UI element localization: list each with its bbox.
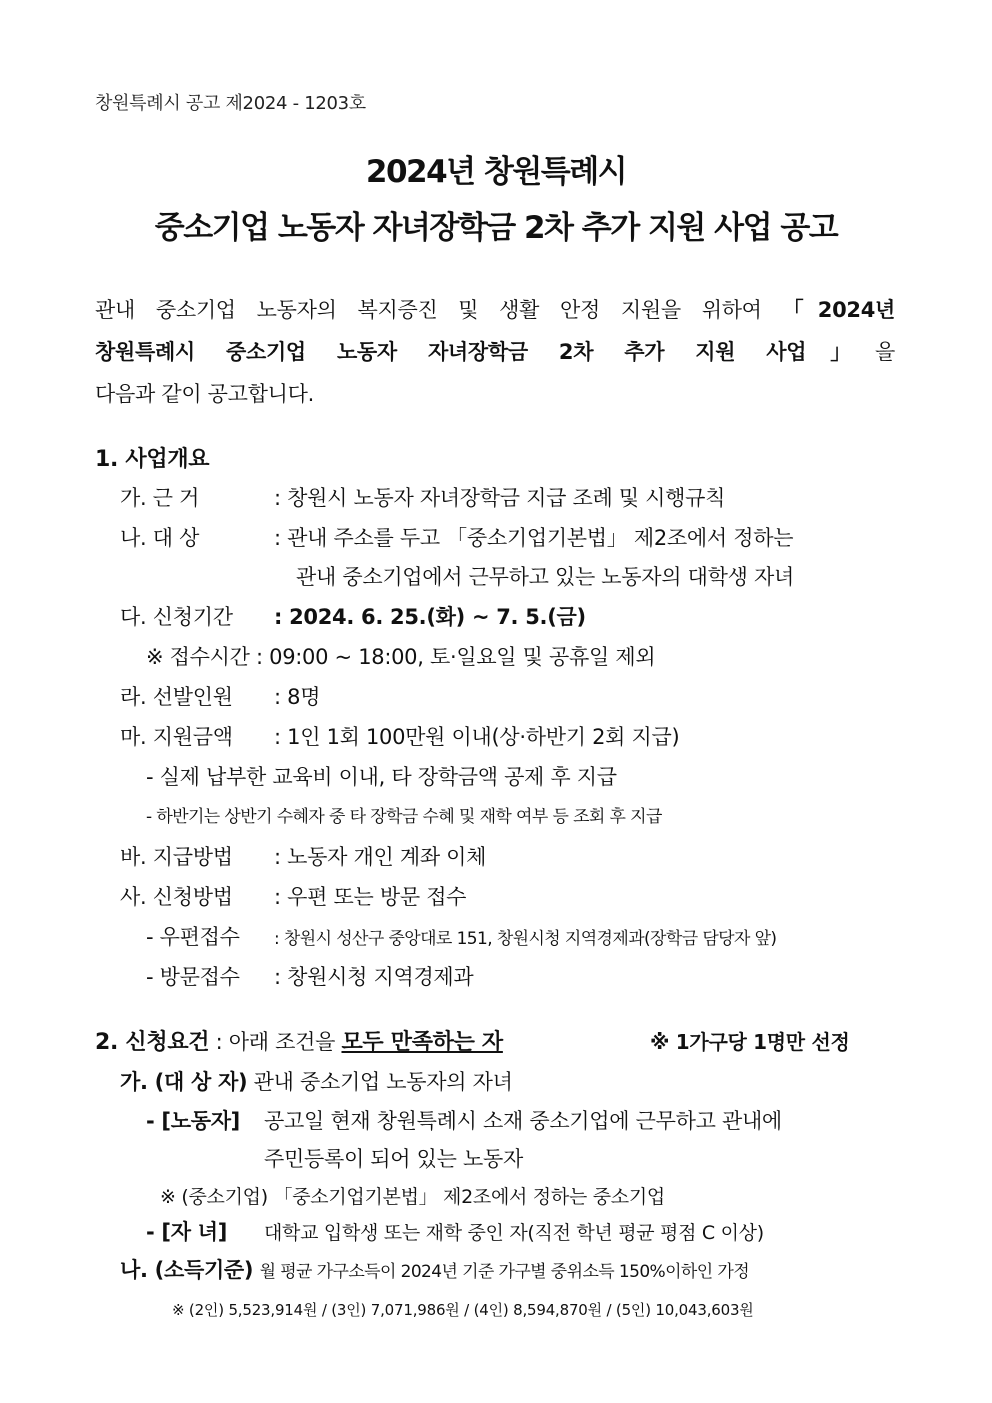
amount-note-2: - 하반기는 상반기 수혜자 중 타 장학금 수혜 및 재학 여부 등 조회 후 지급 (146, 807, 662, 827)
mail-value: : 창원시 성산구 중앙대로 151, 창원시청 지역경제과(장학금 담당자 앞) (274, 929, 777, 949)
visit-label: - 방문접수 (146, 965, 240, 989)
amount-row (120, 723, 679, 751)
title-line-1: 2024년 창원특례시 (365, 154, 627, 190)
basis-label: 가. 근 거 (120, 486, 200, 510)
method-label: 사. 신청방법 (120, 885, 233, 909)
title-line-2: 중소기업 노동자 자녀장학금 2차 추가 지원 사업 공고 (154, 210, 838, 246)
amount-value: : 1인 1회 100만원 이내(상·하반기 2회 지급) (274, 725, 680, 749)
income-note: ※ (2인) 5,523,914원 / (3인) 7,071,986원 / (4인) 8,594,870원 / (5인) 10,043,603원 (172, 1301, 754, 1319)
visit-value: : 창원시청 지역경제과 (274, 965, 474, 989)
mail-label: - 우편접수 (146, 925, 240, 949)
selection-value: : 8명 (274, 685, 321, 709)
payment-value: : 노동자 개인 계좌 이체 (274, 845, 487, 869)
selection-row (120, 683, 320, 711)
intro-line-3: 다음과 같이 공고합니다. (95, 382, 314, 406)
worker-row (146, 1107, 782, 1135)
worker-value-1: 공고일 현재 창원특례시 소재 중소기업에 근무하고 관내에 (264, 1109, 782, 1133)
child-value: 대학교 입학생 또는 재학 중인 자(직전 학년 평균 평점 C 이상) (264, 1222, 764, 1244)
target-value-2: 관내 중소기업에서 근무하고 있는 노동자의 대학생 자녀 (296, 565, 794, 589)
section2-heading: 2. 신청요건 (95, 1030, 210, 1055)
payment-row (120, 843, 486, 871)
section2-heading-underlined: 모두 만족하는 자 (341, 1030, 503, 1055)
section2-heading-text: : 아래 조건을 (215, 1030, 336, 1054)
intro-line-2: 창원특례시 중소기업 노동자 자녀장학금 2차 추가 지원 사업」을 (95, 340, 895, 364)
income-label: 나. (소득기준) (120, 1258, 254, 1282)
mail-row (146, 923, 776, 953)
period-value: : 2024. 6. 25.(화) ~ 7. 5.(금) (274, 605, 586, 629)
s2-target-row (120, 1068, 513, 1096)
payment-label: 바. 지급방법 (120, 845, 233, 869)
s2-target-label: 가. (대 상 자) (120, 1070, 248, 1094)
period-label: 다. 신청기간 (120, 605, 233, 629)
worker-label: - [노동자] (146, 1109, 240, 1133)
selection-label: 라. 선발인원 (120, 685, 233, 709)
child-label: - [자 녀] (146, 1220, 228, 1244)
target-row (120, 524, 793, 552)
method-value: : 우편 또는 방문 접수 (274, 885, 467, 909)
income-value: 월 평균 가구소득이 2024년 기준 가구별 중위소득 150%이하인 가정 (259, 1262, 750, 1282)
amount-label: 마. 지원금액 (120, 725, 233, 749)
income-row (120, 1256, 749, 1286)
basis-row (120, 484, 725, 512)
target-value-1: : 관내 주소를 두고 「중소기업기본법」 제2조에서 정하는 (274, 526, 794, 550)
s2-target-value: 관내 중소기업 노동자의 자녀 (253, 1070, 513, 1094)
section2-heading-note: ※ 1가구당 1명만 선정 (650, 1030, 850, 1054)
section2-heading-row (95, 1028, 503, 1057)
section1-heading: 1. 사업개요 (95, 447, 210, 472)
child-row (146, 1218, 764, 1247)
intro-line-1: 관내 중소기업 노동자의 복지증진 및 생활 안정 지원을 위하여 「2024년 (95, 298, 895, 322)
method-row (120, 883, 466, 911)
basis-value: : 창원시 노동자 자녀장학금 지급 조례 및 시행규칙 (274, 486, 726, 510)
target-label: 나. 대 상 (120, 526, 200, 550)
period-row (120, 603, 586, 631)
reception-hours: ※ 접수시간 : 09:00 ~ 18:00, 토·일요일 및 공휴일 제외 (146, 645, 656, 669)
worker-value-2: 주민등록이 되어 있는 노동자 (264, 1147, 523, 1171)
sme-note: ※ (중소기업) 「중소기업기본법」 제2조에서 정하는 중소기업 (160, 1186, 665, 1208)
visit-row (146, 963, 473, 991)
notice-number: 창원특례시 공고 제2024 - 1203호 (95, 93, 366, 114)
amount-note-1: - 실제 납부한 교육비 이내, 타 장학금액 공제 후 지급 (146, 765, 617, 789)
